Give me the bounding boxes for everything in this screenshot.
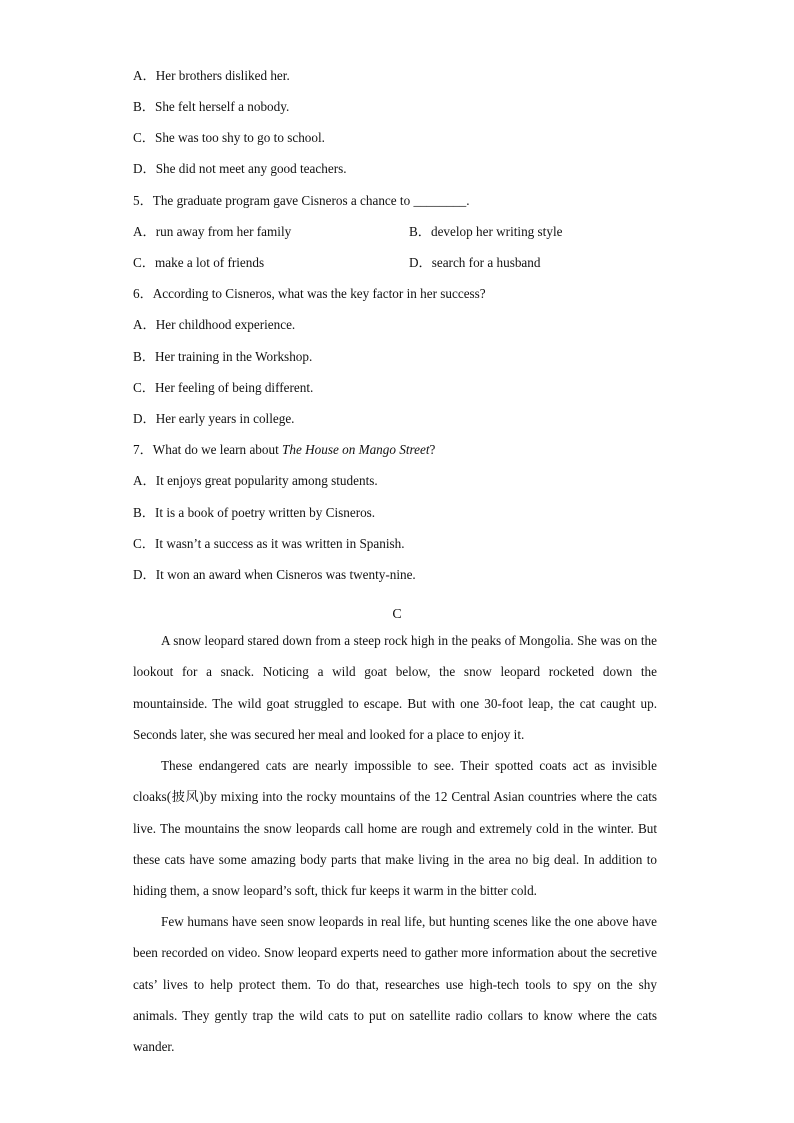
passage-paragraph-3: Few humans have seen snow leopards in real life, but hunting scenes like the one above have been recorded on video. Snow leopard experts need to gather more information about the secretive cats’ lives to help protect them. To do that, researches use high-tech tools to spy on the shy animals. They gently trap the wild cats to put on satellite radio collars to know where the cats wander. xyxy=(133,914,657,1055)
q4-option-c: C．She was too shy to go to school. xyxy=(133,130,325,145)
q5-option-a: A．run away from her family xyxy=(133,224,292,239)
q5-stem: 5．The graduate program gave Cisneros a chance to ________. xyxy=(133,193,470,208)
q7-stem xyxy=(133,442,435,458)
q6-option-d: D．Her early years in college. xyxy=(133,411,295,426)
passage-paragraph-1: A snow leopard stared down from a steep rock high in the peaks of Mongolia. She was on the lookout for a snack. Noticing a wild goat below, the snow leopard rocketed down the mountainside. The wild goat struggled to escape. But with one 30-foot leap, the cat caught up. Seconds later, she was secured her meal and looked for a place to enjoy it. xyxy=(133,633,657,742)
q7-option-d: D．It won an award when Cisneros was twenty-nine. xyxy=(133,567,416,582)
q6-stem: 6．According to Cisneros, what was the key factor in her success? xyxy=(133,286,486,301)
q7-stem-prefix: 7．What do we learn about xyxy=(133,442,283,457)
q7-book-title: The House on Mango Street xyxy=(282,442,430,457)
q7-option-b: B．It is a book of poetry written by Cisneros. xyxy=(133,505,376,520)
q4-option-b: B．She felt herself a nobody. xyxy=(133,99,290,114)
q6-option-a: A．Her childhood experience. xyxy=(133,317,296,332)
section-heading: C xyxy=(392,607,402,622)
q7-option-a: A．It enjoys great popularity among students. xyxy=(133,473,378,488)
passage-paragraph-2: These endangered cats are nearly impossible to see. Their spotted coats act as invisible cloaks(披风)by mixing into the rocky mountains of the 12 Central Asian countries where the cats live. The mountains the snow leopards call home are rough and extremely cold in the winter. But these cats have some amazing body parts that make living in the area no big deal. In addition to hiding them, a snow leopard’s soft, thick fur keeps it warm in the bitter cold. xyxy=(133,758,657,899)
q6-option-c: C．Her feeling of being different. xyxy=(133,380,314,395)
q5-option-b: B．develop her writing style xyxy=(409,224,563,239)
q7-stem-suffix: ? xyxy=(429,442,436,457)
q7-option-c: C．It wasn’t a success as it was written in Spanish. xyxy=(133,536,405,551)
q5-option-d: D．search for a husband xyxy=(409,255,541,270)
q6-option-b: B．Her training in the Workshop. xyxy=(133,349,313,364)
q4-option-a: A．Her brothers disliked her. xyxy=(133,68,290,83)
q4-option-d: D．She did not meet any good teachers. xyxy=(133,161,347,176)
q5-option-c: C．make a lot of friends xyxy=(133,255,265,270)
